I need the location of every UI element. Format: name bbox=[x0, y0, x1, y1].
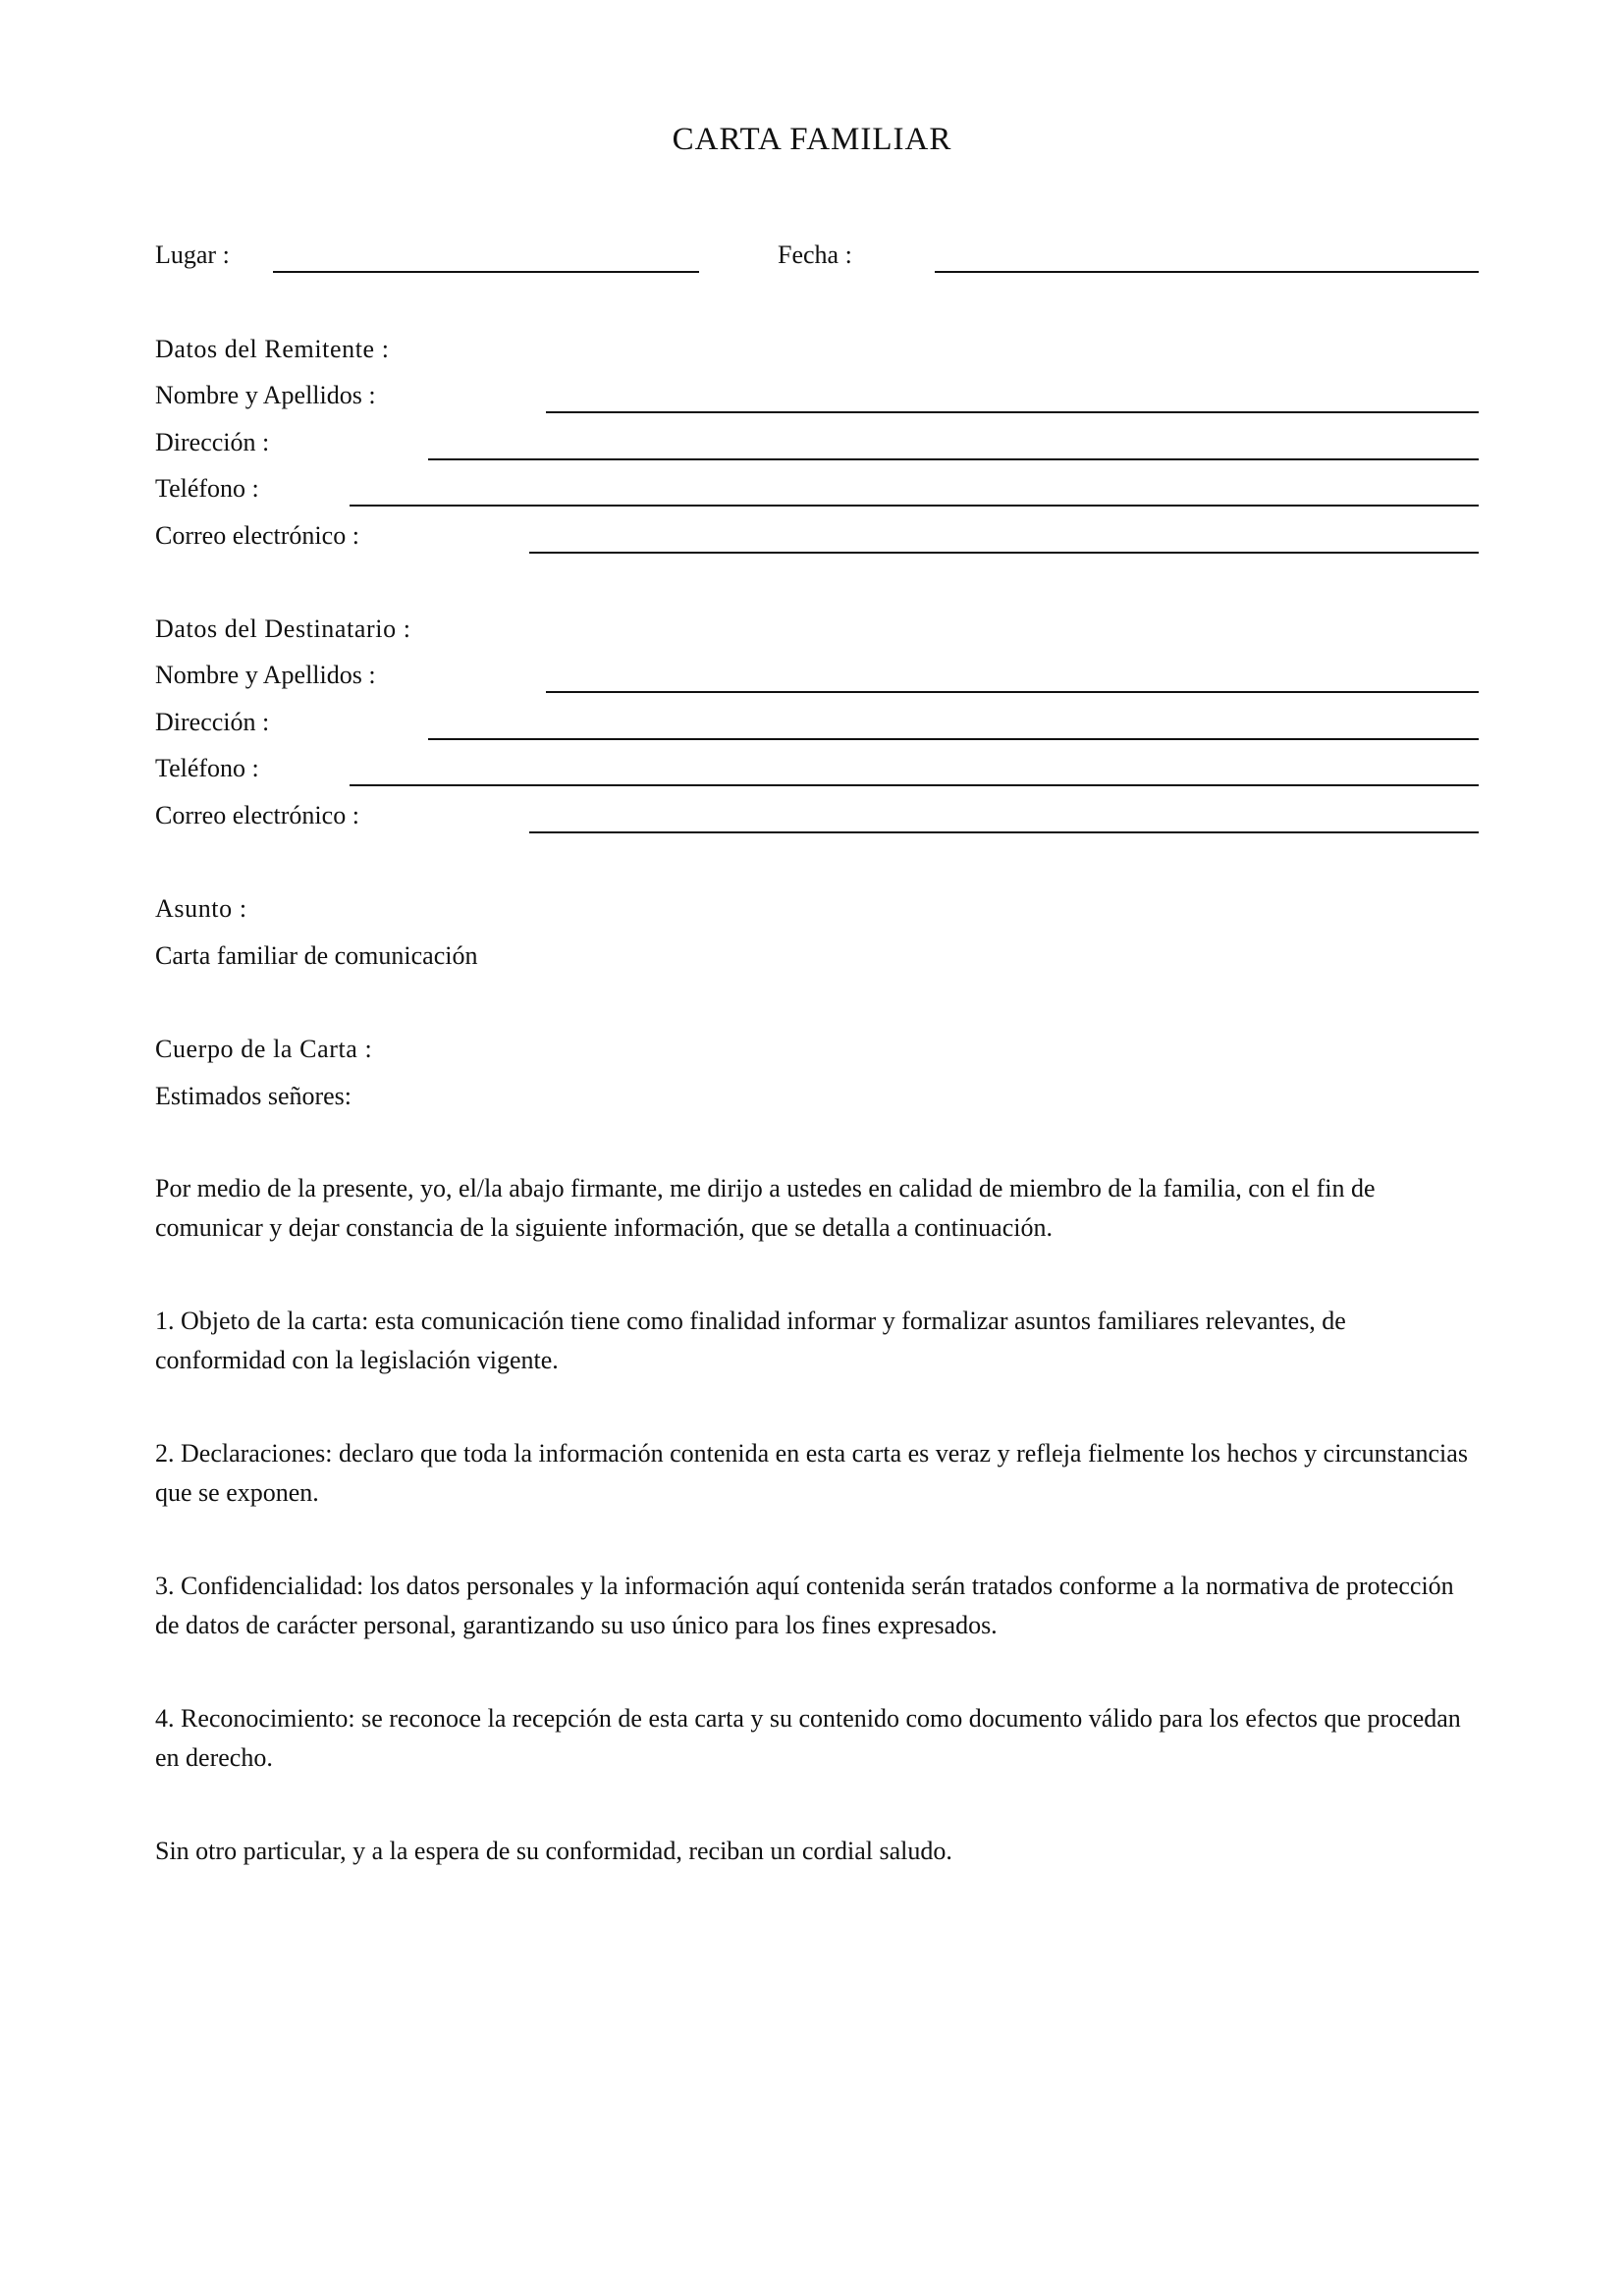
date-label: Fecha : bbox=[778, 240, 852, 269]
place-label: Lugar : bbox=[155, 240, 230, 269]
sender-address-field[interactable] bbox=[428, 458, 1479, 460]
body-closing: Sin otro particular, y a la espera de su conformidad, reciban un cordial saludo. bbox=[155, 1837, 952, 1865]
body-greeting: Estimados señores: bbox=[155, 1082, 352, 1110]
recipient-phone-field[interactable] bbox=[350, 784, 1479, 786]
document-title: CARTA FAMILIAR bbox=[672, 122, 952, 157]
recipient-email-label: Correo electrónico : bbox=[155, 801, 359, 829]
sender-phone-field[interactable] bbox=[350, 505, 1479, 507]
sender-address-label: Dirección : bbox=[155, 428, 270, 456]
date-field[interactable] bbox=[935, 271, 1479, 273]
body-intro-paragraph: Por medio de la presente, yo, el/la abajo firmante, me dirijo a ustedes en calidad de miembro de la familia, con el fin de comunicar y dejar constancia de la siguiente información, que se detalla a continuación. bbox=[155, 1174, 1376, 1242]
recipient-address-field[interactable] bbox=[428, 738, 1479, 740]
recipient-name-field[interactable] bbox=[546, 691, 1479, 693]
recipient-address-label: Dirección : bbox=[155, 708, 270, 736]
subject-heading: Asunto : bbox=[155, 894, 247, 923]
recipient-name-label: Nombre y Apellidos : bbox=[155, 661, 376, 689]
sender-phone-label: Teléfono : bbox=[155, 474, 259, 503]
recipient-email-field[interactable] bbox=[529, 831, 1479, 833]
body-item-4: 4. Reconocimiento: se reconoce la recepción de esta carta y su contenido como documento válido para los efectos que procedan en derecho. bbox=[155, 1704, 1461, 1772]
sender-name-field[interactable] bbox=[546, 411, 1479, 413]
subject-text: Carta familiar de comunicación bbox=[155, 941, 478, 970]
body-item-3: 3. Confidencialidad: los datos personales y la información aquí contenida serán tratados conforme a la normativa de protección de datos de carácter personal, garantizando su uso único para los fines expresados. bbox=[155, 1572, 1454, 1639]
sender-email-label: Correo electrónico : bbox=[155, 521, 359, 550]
body-heading: Cuerpo de la Carta : bbox=[155, 1035, 373, 1063]
sender-email-field[interactable] bbox=[529, 552, 1479, 554]
body-item-1: 1. Objeto de la carta: esta comunicación tiene como finalidad informar y formalizar asuntos familiares relevantes, de conformidad con la legislación vigente. bbox=[155, 1307, 1346, 1374]
sender-name-label: Nombre y Apellidos : bbox=[155, 381, 376, 409]
body-item-2: 2. Declaraciones: declaro que toda la información contenida en esta carta es veraz y refleja fielmente los hechos y circunstancias que se exponen. bbox=[155, 1439, 1468, 1507]
recipient-heading: Datos del Destinatario : bbox=[155, 614, 411, 643]
place-field[interactable] bbox=[273, 271, 699, 273]
sender-heading: Datos del Remitente : bbox=[155, 335, 390, 363]
recipient-phone-label: Teléfono : bbox=[155, 754, 259, 782]
